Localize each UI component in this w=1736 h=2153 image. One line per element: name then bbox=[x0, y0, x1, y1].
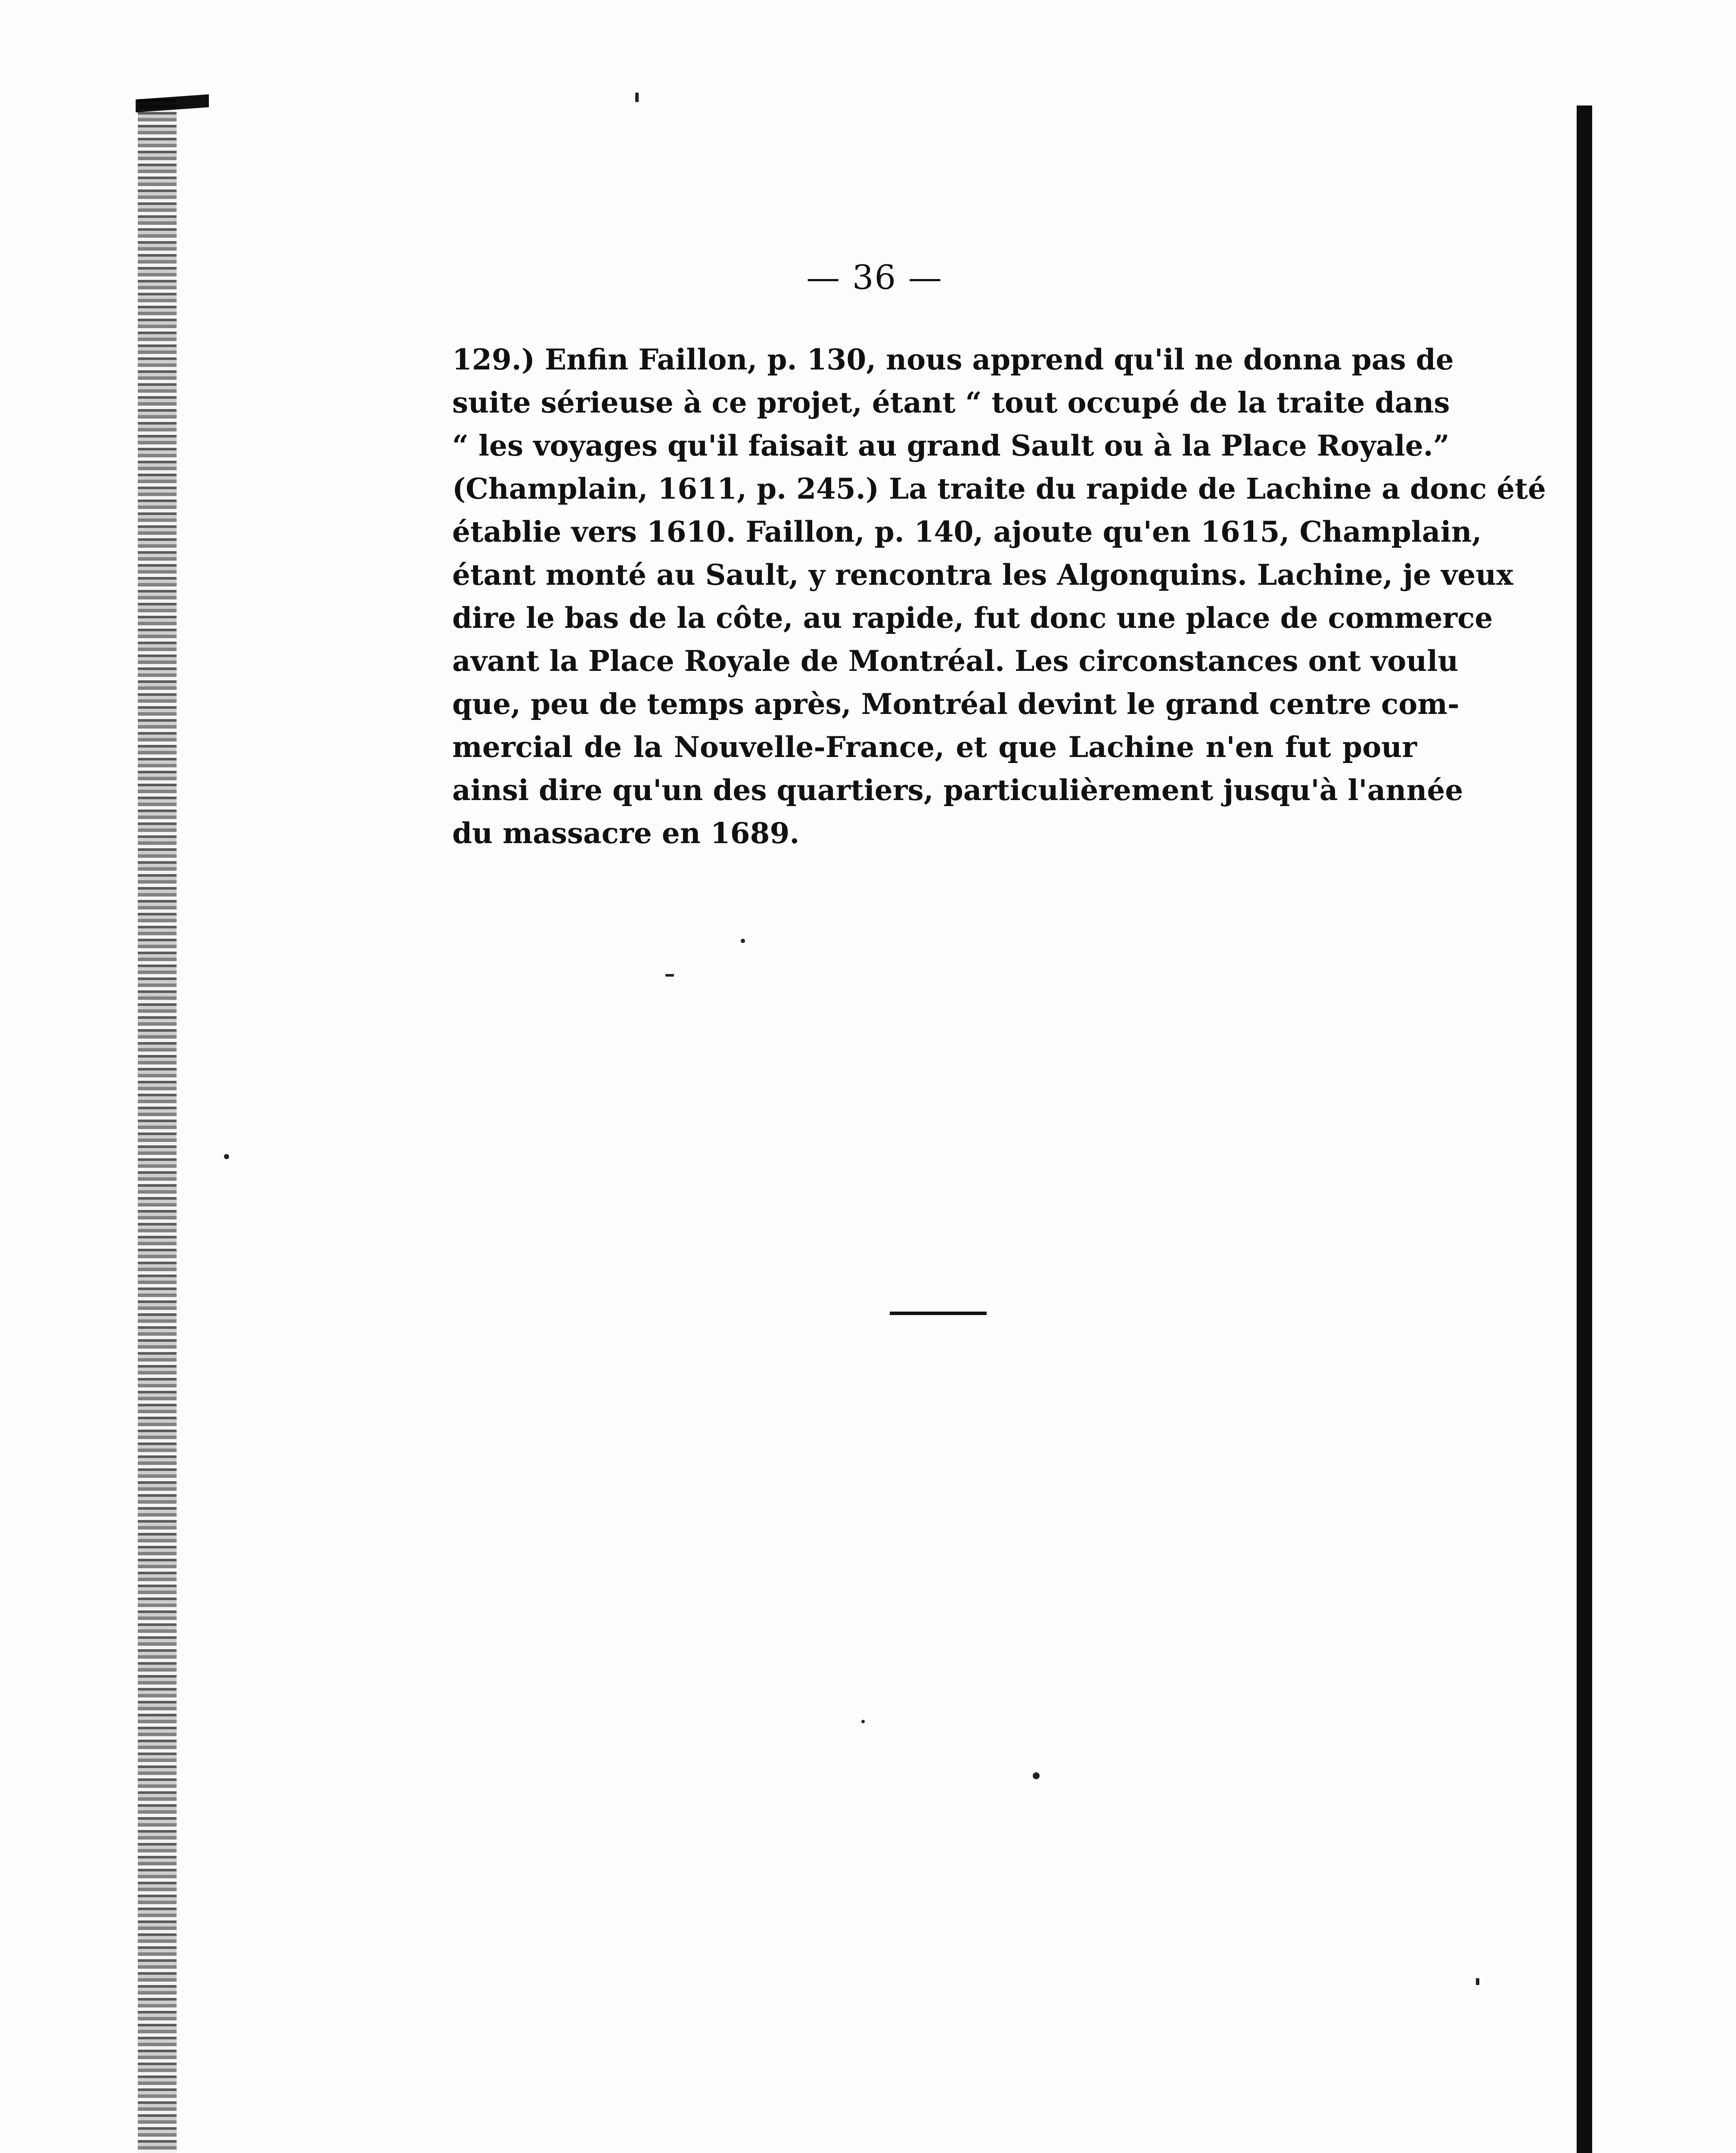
right-margin-rule bbox=[1577, 105, 1592, 2153]
section-separator-rule bbox=[890, 1312, 987, 1315]
text-line: ainsi dire qu'un des quartiers, particulièrement jusqu'à l'année bbox=[452, 773, 1463, 807]
text-line: “ les voyages qu'il faisait au grand Sault ou à la Place Royale.” bbox=[452, 429, 1450, 462]
text-line: suite sérieuse à ce projet, étant “ tout occupé de la traite dans bbox=[452, 386, 1450, 419]
binding-edge bbox=[138, 99, 177, 2153]
text-line: établie vers 1610. Faillon, p. 140, ajoute qu'en 1615, Champlain, bbox=[452, 515, 1482, 549]
text-line: avant la Place Royale de Montréal. Les circonstances ont voulu bbox=[452, 644, 1459, 678]
scan-speck bbox=[741, 939, 745, 943]
text-line: du massacre en 1689. bbox=[452, 816, 800, 850]
scan-speck bbox=[635, 93, 639, 102]
text-line: (Champlain, 1611, p. 245.) La traite du rapide de Lachine a donc été bbox=[452, 472, 1546, 506]
page-number: — 36 — bbox=[806, 258, 943, 297]
scan-speck bbox=[1033, 1772, 1040, 1779]
scan-speck bbox=[861, 1720, 865, 1723]
text-line: étant monté au Sault, y rencontra les Algonquins. Lachine, je veux bbox=[452, 558, 1513, 592]
scan-speck bbox=[1476, 1978, 1479, 1985]
scan-speck bbox=[224, 1154, 229, 1159]
text-line: mercial de la Nouvelle-France, et que Lachine n'en fut pour bbox=[452, 730, 1417, 764]
text-line: 129.) Enfin Faillon, p. 130, nous apprend qu'il ne donna pas de bbox=[452, 343, 1454, 376]
scan-speck bbox=[665, 974, 674, 977]
body-paragraph bbox=[452, 338, 1546, 855]
text-line: que, peu de temps après, Montréal devint le grand centre com- bbox=[452, 687, 1460, 721]
text-line: dire le bas de la côte, au rapide, fut donc une place de commerce bbox=[452, 601, 1493, 635]
